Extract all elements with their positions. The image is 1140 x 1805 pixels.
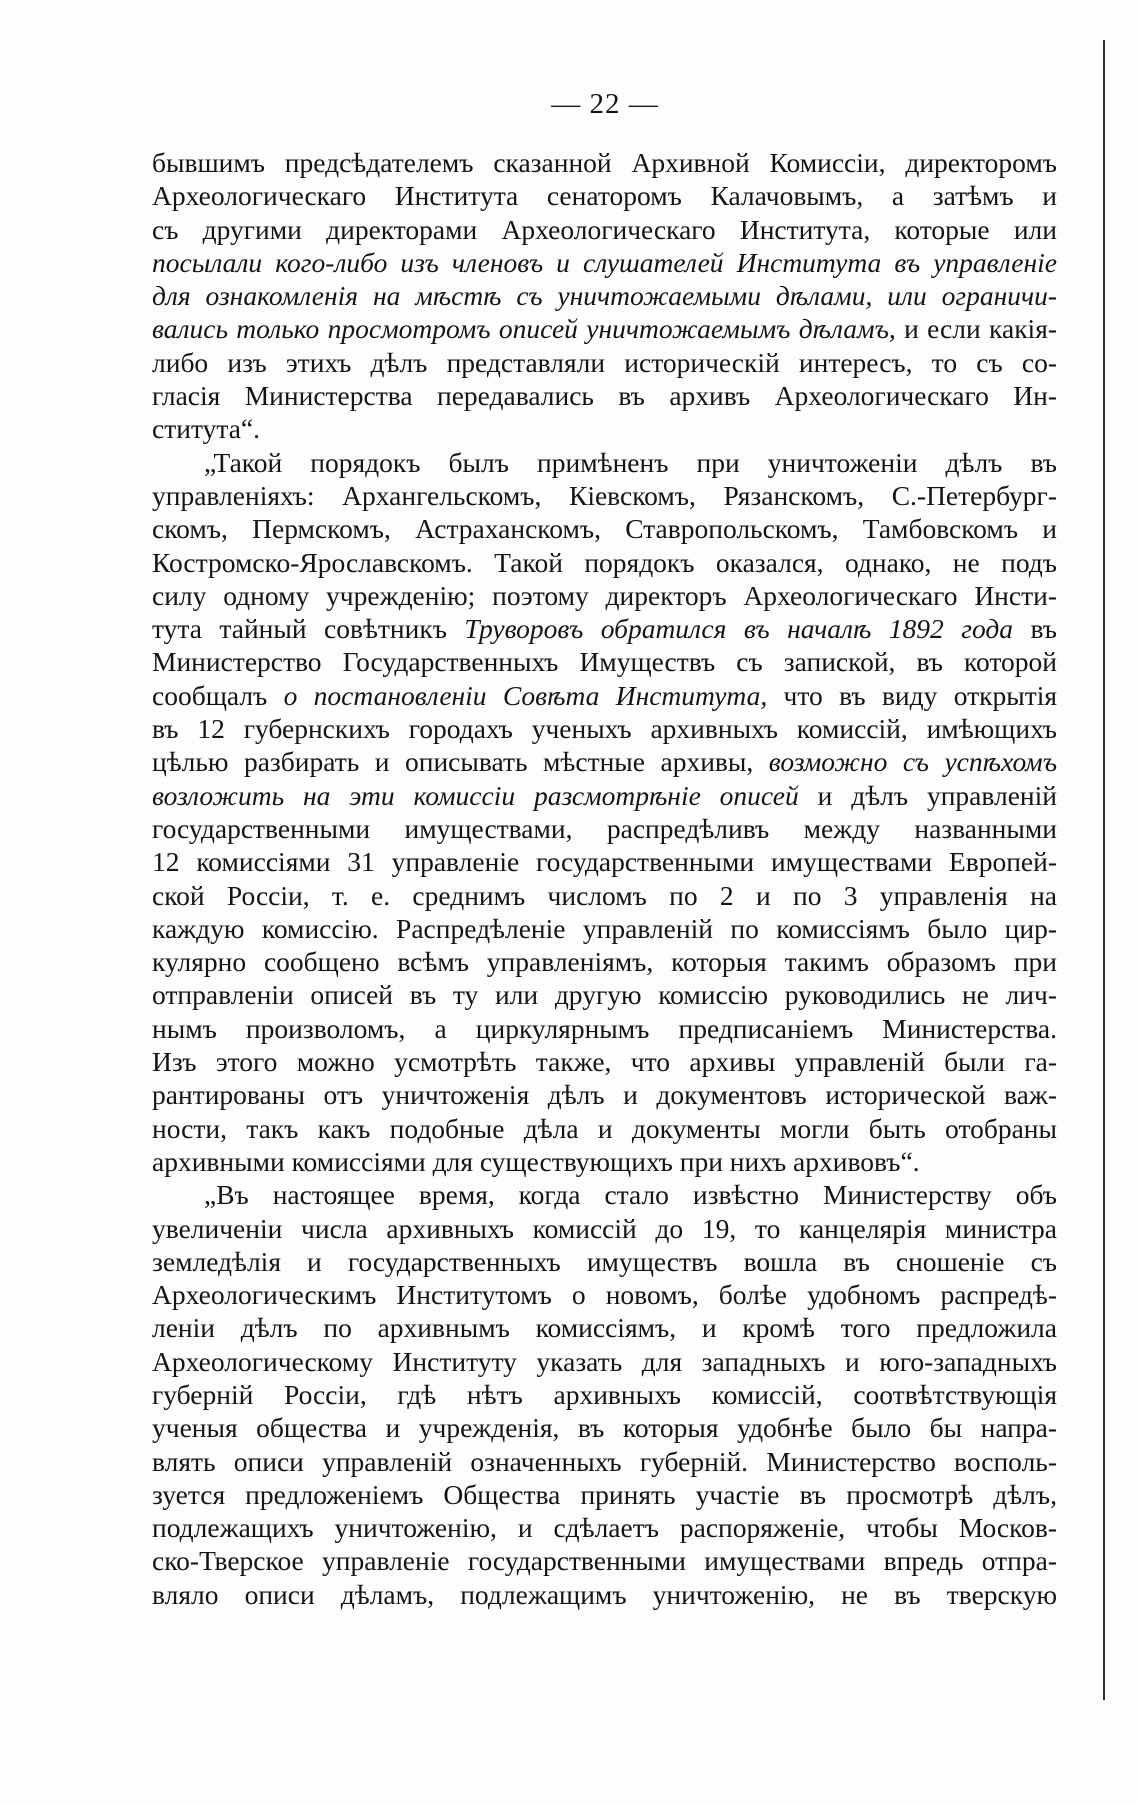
text-run: 12 комиссіями 31 управленіе государственными имуществами Европей- <box>152 846 1057 878</box>
text-line <box>152 279 1057 312</box>
text-line <box>152 779 1057 812</box>
text-run: съ другими директорами Археологическаго Института, которые или <box>152 213 1057 245</box>
text-line <box>152 213 1057 246</box>
text-run: Археологическому Институту указать для западныхъ и юго-западныхъ <box>152 1345 1057 1377</box>
text-line <box>152 412 1057 445</box>
text-run: либо изъ этихъ дѣлъ представляли историческій интересъ, то съ со- <box>152 346 1057 378</box>
text-line <box>152 879 1057 912</box>
text-run: Археологическимъ Институтомъ о новомъ, болѣе удобномъ распредѣ- <box>152 1279 1057 1311</box>
text-line <box>152 812 1057 845</box>
text-line <box>152 1178 1057 1211</box>
text-line <box>152 712 1057 745</box>
text-line <box>152 845 1057 878</box>
text-run: силу одному учрежденію; поэтому директоръ Археологическаго Инсти- <box>152 579 1057 611</box>
text-line <box>152 978 1057 1011</box>
text-line <box>152 1544 1057 1577</box>
text-run: что въ виду открытія <box>767 679 1058 711</box>
text-line <box>152 1045 1057 1078</box>
text-line <box>152 645 1057 678</box>
text-run: „Такой порядокъ былъ примѣненъ при уничтоженіи дѣлъ въ <box>204 446 1057 478</box>
text-run: Министерство Государственныхъ Имуществъ съ запиской, въ которой <box>152 646 1057 678</box>
text-run: кулярно сообщено всѣмъ управленіямъ, которыя такимъ образомъ при <box>152 946 1057 978</box>
text-run: вляло описи дѣламъ, подлежащимъ уничтоженію, не въ тверскую <box>152 1578 1057 1610</box>
text-line <box>152 1511 1057 1544</box>
text-line <box>152 745 1057 778</box>
text-line <box>152 379 1057 412</box>
text-line <box>152 1578 1057 1611</box>
text-run: леніи дѣлъ по архивнымъ комиссіямъ, и кромѣ того предложила <box>152 1312 1057 1344</box>
body-text <box>152 146 1057 1611</box>
text-run: влять описи управленій означенныхъ губерній. Министерство восполь- <box>152 1445 1057 1477</box>
text-run: подлежащихъ уничтоженію, и сдѣлаетъ распоряженіе, чтобы Москов- <box>152 1512 1057 1544</box>
text-line <box>152 1278 1057 1311</box>
text-run: губерній Россіи, гдѣ нѣтъ архивныхъ комиссій, соотвѣтствующія <box>152 1378 1057 1410</box>
text-run: сообщалъ <box>152 679 284 711</box>
text-line <box>152 679 1057 712</box>
text-run: каждую комиссію. Распредѣленіе управленій по комиссіямъ было цир- <box>152 912 1057 944</box>
text-run: нымъ произволомъ, а циркулярнымъ предписаніемъ Министерства. <box>152 1012 1057 1044</box>
text-run: ности, такъ какъ подобные дѣла и документы могли быть отобраны <box>152 1112 1057 1144</box>
text-line <box>152 246 1057 279</box>
text-run: ско-Тверское управленіе государственными имуществами впредь отпра- <box>152 1545 1057 1577</box>
text-run: „Въ настоящее время, когда стало извѣстно Министерству объ <box>204 1179 1057 1211</box>
text-run: увеличеніи числа архивныхъ комиссій до 19, то канцелярія министра <box>152 1212 1057 1244</box>
text-run: отправленіи описей въ ту или другую комиссію руководились не лич- <box>152 979 1057 1011</box>
text-run: тута тайный совѣтникъ <box>152 613 465 645</box>
text-run: Костромско-Ярославскомъ. Такой порядокъ оказался, однако, не подъ <box>152 546 1057 578</box>
text-line <box>152 912 1057 945</box>
text-line <box>152 1145 1057 1178</box>
text-line <box>152 1245 1057 1278</box>
text-line <box>152 1411 1057 1444</box>
text-line <box>152 579 1057 612</box>
text-run: ученыя общества и учрежденія, въ которыя удобнѣе было бы напра- <box>152 1412 1057 1444</box>
page-edge-line <box>1103 40 1105 1700</box>
italic-text: посылали кого-либо изъ членовъ и слушателей Института въ управленіе <box>152 246 1057 278</box>
text-run: управленіяхъ: Архангельскомъ, Кіевскомъ, Рязанскомъ, С.-Петербург- <box>152 479 1057 511</box>
text-run: гласія Министерства передавались въ архивъ Археологическаго Ин- <box>152 380 1057 412</box>
text-run: ститута“. <box>152 413 260 445</box>
text-line <box>152 546 1057 579</box>
text-line <box>152 479 1057 512</box>
text-run: Археологическаго Института сенаторомъ Калачовымъ, а затѣмъ и <box>152 180 1057 212</box>
italic-text: возложить на эти комиссіи разсмотрѣніе описей <box>152 779 799 811</box>
text-line <box>152 179 1057 212</box>
page-number: — 22 — <box>551 88 659 120</box>
text-run: архивными комиссіями для существующихъ при нихъ архивовъ“. <box>152 1145 920 1177</box>
text-run: зуется предложеніемъ Общества принять участіе въ просмотрѣ дѣлъ, <box>152 1478 1057 1510</box>
text-run: земледѣлія и государственныхъ имуществъ вошла въ сношеніе съ <box>152 1245 1057 1277</box>
text-line <box>152 612 1057 645</box>
italic-text: о постановленіи Совѣта Института, <box>283 679 768 711</box>
text-line <box>152 1012 1057 1045</box>
text-line <box>152 1378 1057 1411</box>
text-run: въ 12 губернскихъ городахъ ученыхъ архивныхъ комиссій, имѣющихъ <box>152 713 1057 745</box>
text-run: Изъ этого можно усмотрѣть также, что архивы управленій были га- <box>152 1046 1057 1078</box>
text-run: ской Россіи, т. е. среднимъ числомъ по 2 и по 3 управленія на <box>152 879 1057 911</box>
text-line <box>152 1345 1057 1378</box>
italic-text: вались только просмотромъ описей уничтожаемымъ дѣламъ, <box>152 313 896 345</box>
text-run: въ <box>1013 613 1057 645</box>
text-line <box>152 312 1057 345</box>
text-line <box>152 1311 1057 1344</box>
text-line <box>152 1112 1057 1145</box>
italic-text: возможно съ успѣхомъ <box>768 746 1058 778</box>
text-line <box>152 1445 1057 1478</box>
text-line <box>152 1478 1057 1511</box>
text-run: и дѣлъ управленій <box>798 779 1057 811</box>
italic-text: для ознакомленія на мѣстѣ съ уничтожаемыми дѣлами, или ограничи- <box>152 280 1057 312</box>
text-line <box>152 446 1057 479</box>
text-line <box>152 512 1057 545</box>
text-run: и если какія- <box>895 313 1057 345</box>
text-run: рантированы отъ уничтоженія дѣлъ и документовъ исторической важ- <box>152 1079 1057 1111</box>
text-run: цѣлью разбирать и описывать мѣстные архивы, <box>152 746 769 778</box>
text-run: государственными имуществами, распредѣливъ между названными <box>152 812 1057 844</box>
text-line <box>152 1212 1057 1245</box>
text-line <box>152 146 1057 179</box>
italic-text: Труворовъ обратился въ началѣ 1892 года <box>464 613 1014 645</box>
text-run: скомъ, Пермскомъ, Астраханскомъ, Ставропольскомъ, Тамбовскомъ и <box>152 513 1057 545</box>
text-line <box>152 945 1057 978</box>
text-line <box>152 1078 1057 1111</box>
text-line <box>152 346 1057 379</box>
text-run: бывшимъ предсѣдателемъ сказанной Архивной Комиссіи, директоромъ <box>152 147 1057 178</box>
